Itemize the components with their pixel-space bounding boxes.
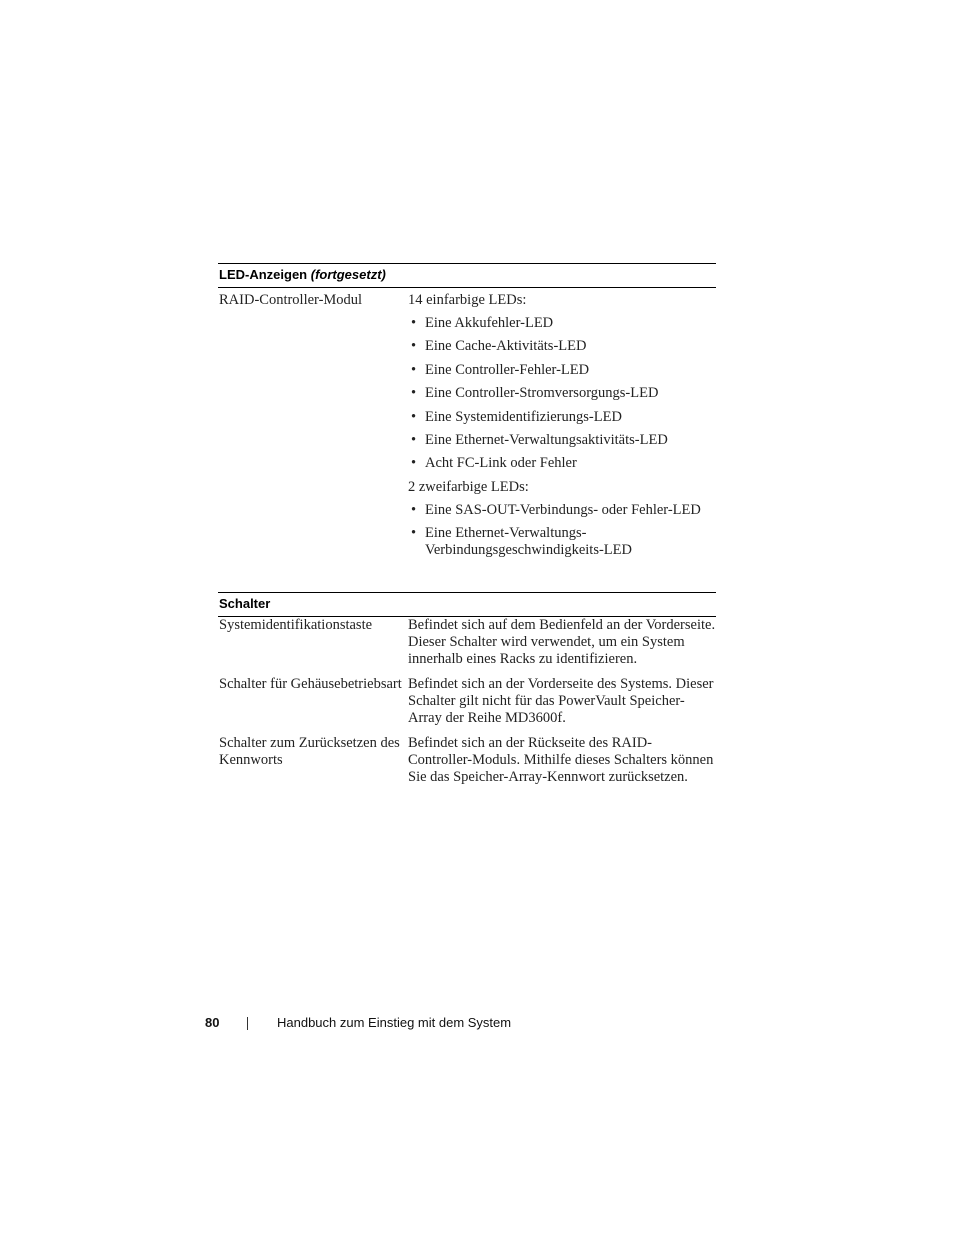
list-item: • Eine SAS-OUT-Verbindungs- oder Fehler-LED [408, 502, 716, 519]
led-table [218, 263, 716, 566]
table-row [218, 735, 716, 786]
list-item: • Acht FC-Link oder Fehler [408, 455, 716, 472]
row-label: Systemidentifikationstaste [219, 617, 373, 633]
led-table-title: LED-Anzeigen [219, 267, 308, 282]
list-item: • Eine Cache-Aktivitäts-LED [408, 338, 716, 355]
row-description: Befindet sich auf dem Bedienfeld an der Vorderseite. Dieser Schalter wird verwendet, um ein System innerhalb eines Racks zu identifizieren. [408, 617, 716, 667]
switch-table-header: Schalter [218, 592, 716, 617]
row-label: Schalter zum Zurücksetzen des Kennworts [219, 735, 400, 768]
table-row [218, 292, 716, 566]
table-row [218, 676, 716, 727]
row-description: Befindet sich an der Rückseite des RAID-Controller-Moduls. Mithilfe dieses Schalters können Sie das Speicher-Array-Kennwort zurücksetzen. [408, 735, 714, 785]
list-item: • Eine Controller-Stromversorgungs-LED [408, 385, 716, 402]
group1-list [408, 315, 716, 472]
book-title: Handbuch zum Einstieg mit dem System [277, 1015, 512, 1030]
group2-lead: 2 zweifarbige LEDs: [408, 478, 529, 495]
list-item: • Eine Akkufehler-LED [408, 315, 716, 332]
row-description: Befindet sich an der Vorderseite des Systems. Dieser Schalter gilt nicht für das PowerVault Speicher-Array der Reihe MD3600f. [408, 676, 714, 726]
list-item: • Eine Ethernet-Verwaltungsaktivitäts-LED [408, 432, 716, 449]
footer-separator [247, 1017, 248, 1030]
led-table-header [218, 263, 716, 288]
page-number: 80 [205, 1015, 220, 1030]
row-label: RAID-Controller-Modul [219, 292, 363, 308]
led-table-title-suffix: (fortgesetzt) [310, 267, 386, 282]
table-row [218, 617, 716, 668]
switch-table [218, 592, 716, 794]
list-item: • Eine Controller-Fehler-LED [408, 362, 716, 379]
group2-list [408, 502, 716, 559]
list-item: • Eine Systemidentifizierungs-LED [408, 409, 716, 426]
row-description [408, 292, 716, 566]
group1-lead: 14 einfarbige LEDs: [408, 292, 527, 308]
row-label: Schalter für Gehäusebetriebsart [219, 676, 402, 692]
list-item: • Eine Ethernet-Verwaltungs- Verbindungsgeschwindigkeits-LED [408, 525, 716, 559]
